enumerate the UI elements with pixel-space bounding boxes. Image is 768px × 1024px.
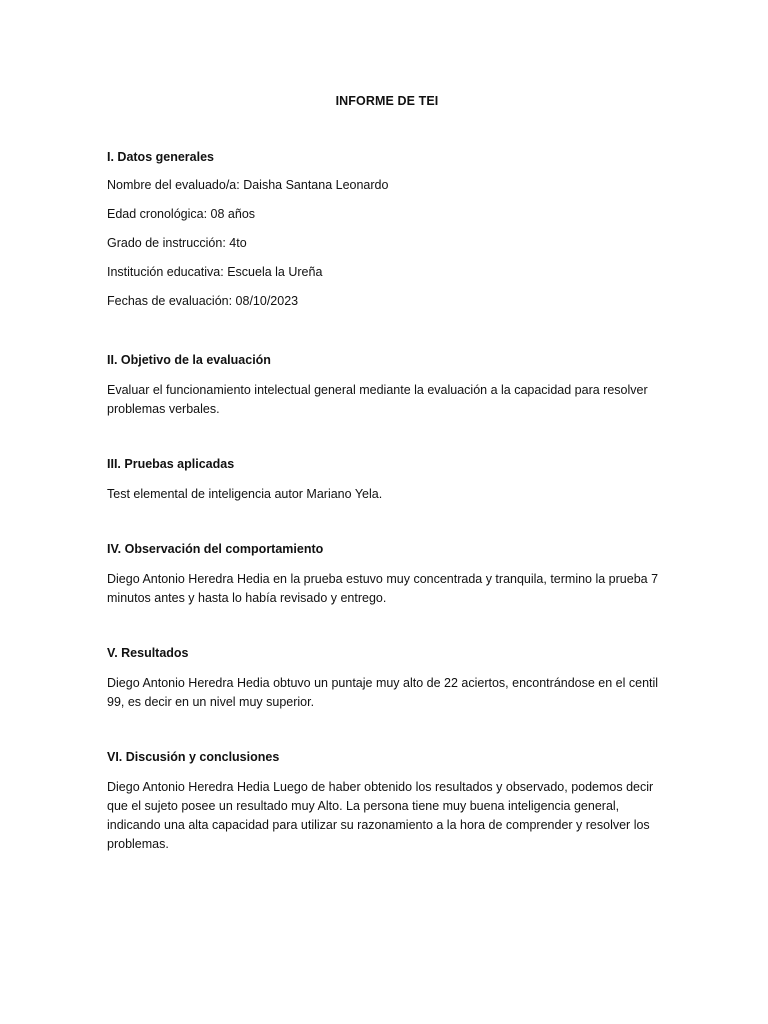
section-heading: I. Datos generales — [107, 150, 214, 164]
section-heading: III. Pruebas aplicadas — [107, 457, 235, 471]
section-observacion — [107, 542, 667, 608]
section-heading: II. Objetivo de la evaluación — [107, 353, 271, 367]
section-objetivo — [107, 353, 667, 419]
section-heading: VI. Discusión y conclusiones — [107, 750, 280, 764]
section-discusion — [107, 750, 667, 854]
section-body: Evaluar el funcionamiento intelectual general mediante la evaluación a la capacidad para resolver problemas verbales. — [107, 383, 648, 416]
evaluee-name-line: Nombre del evaluado/a: Daisha Santana Leonardo — [107, 178, 389, 192]
section-body: Diego Antonio Heredra Hedia Luego de haber obtenido los resultados y observado, podemos decir que el sujeto posee un resultado muy Alto. La persona tiene muy buena inteligencia general, indicando una alta capacidad para utilizar su razonamiento a la hora de comprender y resolver los problemas. — [107, 780, 654, 851]
age-line: Edad cronológica: 08 años — [107, 207, 256, 221]
document-page — [107, 94, 667, 894]
grade-line: Grado de instrucción: 4to — [107, 236, 247, 250]
evaluation-date-line: Fechas de evaluación: 08/10/2023 — [107, 294, 299, 308]
section-body: Test elemental de inteligencia autor Mariano Yela. — [107, 487, 383, 501]
section-resultados — [107, 646, 667, 712]
section-body: Diego Antonio Heredra Hedia en la prueba estuvo muy concentrada y tranquila, termino la prueba 7 minutos antes y hasta lo había revisado y entrego. — [107, 572, 659, 605]
institution-line: Institución educativa: Escuela la Ureña — [107, 265, 323, 279]
section-heading: V. Resultados — [107, 646, 189, 660]
section-heading: IV. Observación del comportamiento — [107, 542, 324, 556]
section-datos-generales — [107, 150, 667, 309]
section-body: Diego Antonio Heredra Hedia obtuvo un puntaje muy alto de 22 aciertos, encontrándose en el centil 99, es decir en un nivel muy superior. — [107, 676, 659, 709]
section-pruebas — [107, 457, 667, 504]
document-title: INFORME DE TEI — [335, 94, 439, 108]
